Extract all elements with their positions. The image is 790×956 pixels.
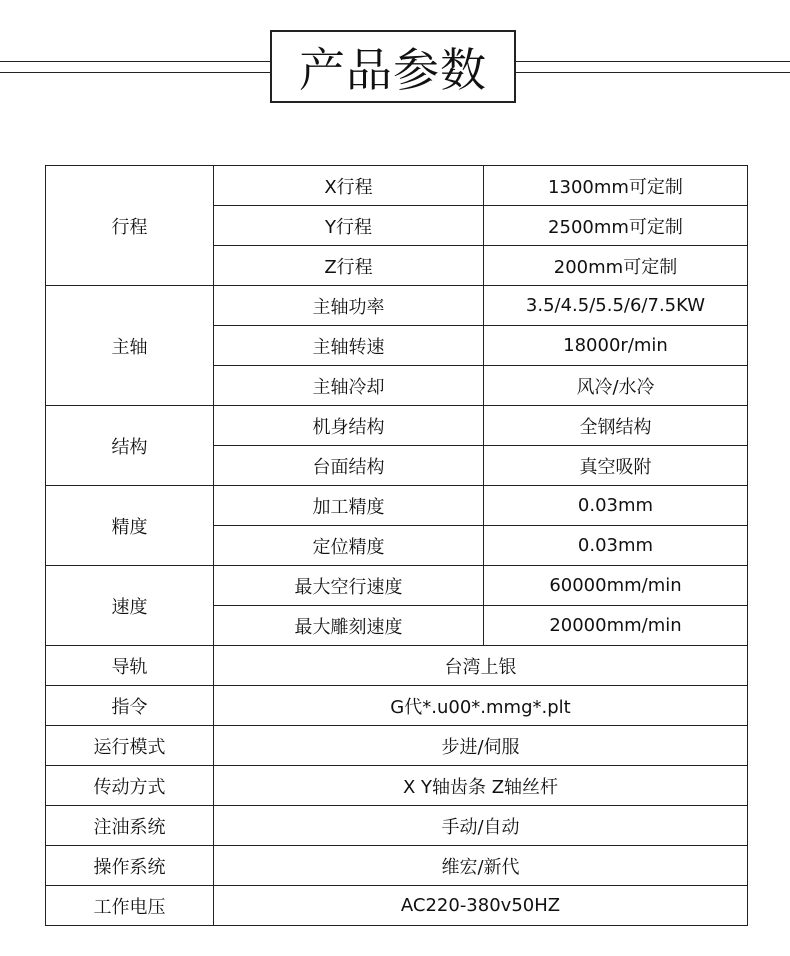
param-value: 200mm可定制 bbox=[484, 246, 748, 286]
single-label: 操作系统 bbox=[46, 846, 214, 886]
table-row bbox=[46, 806, 748, 846]
page-title: 产品参数 bbox=[270, 30, 516, 103]
product-params-table bbox=[45, 165, 748, 926]
param-name: 机身结构 bbox=[214, 406, 484, 446]
param-name: 定位精度 bbox=[214, 526, 484, 566]
param-value: 全钢结构 bbox=[484, 406, 748, 446]
param-name: 主轴转速 bbox=[214, 326, 484, 366]
table-row bbox=[46, 406, 748, 446]
single-value: 维宏/新代 bbox=[214, 846, 748, 886]
single-value: G代*.u00*.mmg*.plt bbox=[214, 686, 748, 726]
table-row bbox=[46, 766, 748, 806]
table-row bbox=[46, 886, 748, 926]
param-value: 20000mm/min bbox=[484, 606, 748, 646]
param-value: 18000r/min bbox=[484, 326, 748, 366]
single-value: X Y轴齿条 Z轴丝杆 bbox=[214, 766, 748, 806]
single-value: 手动/自动 bbox=[214, 806, 748, 846]
param-value: 2500mm可定制 bbox=[484, 206, 748, 246]
param-name: 最大雕刻速度 bbox=[214, 606, 484, 646]
group-label-stroke: 行程 bbox=[46, 166, 214, 286]
param-name: 台面结构 bbox=[214, 446, 484, 486]
group-label-structure: 结构 bbox=[46, 406, 214, 486]
param-name: 主轴冷却 bbox=[214, 366, 484, 406]
single-label: 指令 bbox=[46, 686, 214, 726]
table-row bbox=[46, 286, 748, 326]
table-row bbox=[46, 486, 748, 526]
param-value: 0.03mm bbox=[484, 526, 748, 566]
param-value: 风冷/水冷 bbox=[484, 366, 748, 406]
table-row bbox=[46, 726, 748, 766]
param-value: 0.03mm bbox=[484, 486, 748, 526]
param-value: 60000mm/min bbox=[484, 566, 748, 606]
param-name: 加工精度 bbox=[214, 486, 484, 526]
param-name: X行程 bbox=[214, 166, 484, 206]
table-row bbox=[46, 566, 748, 606]
param-name: Y行程 bbox=[214, 206, 484, 246]
param-name: 主轴功率 bbox=[214, 286, 484, 326]
table-row bbox=[46, 166, 748, 206]
single-value: 台湾上银 bbox=[214, 646, 748, 686]
table-row bbox=[46, 686, 748, 726]
single-label: 工作电压 bbox=[46, 886, 214, 926]
group-label-speed: 速度 bbox=[46, 566, 214, 646]
single-label: 传动方式 bbox=[46, 766, 214, 806]
param-name: 最大空行速度 bbox=[214, 566, 484, 606]
group-label-spindle: 主轴 bbox=[46, 286, 214, 406]
single-label: 运行模式 bbox=[46, 726, 214, 766]
single-value: 步进/伺服 bbox=[214, 726, 748, 766]
table-row bbox=[46, 646, 748, 686]
table-row bbox=[46, 846, 748, 886]
single-label: 注油系统 bbox=[46, 806, 214, 846]
group-label-precision: 精度 bbox=[46, 486, 214, 566]
param-value: 真空吸附 bbox=[484, 446, 748, 486]
param-value: 3.5/4.5/5.5/6/7.5KW bbox=[484, 286, 748, 326]
single-value: AC220-380v50HZ bbox=[214, 886, 748, 926]
param-name: Z行程 bbox=[214, 246, 484, 286]
param-value: 1300mm可定制 bbox=[484, 166, 748, 206]
single-label: 导轨 bbox=[46, 646, 214, 686]
